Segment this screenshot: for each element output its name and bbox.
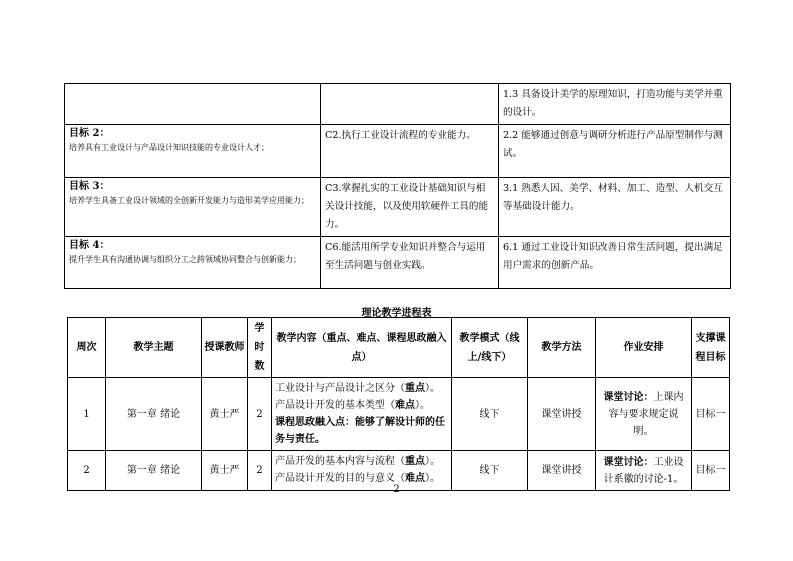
header-hours: 学时数: [248, 318, 272, 378]
page-number: 2: [393, 484, 400, 495]
week-cell: 2: [68, 451, 106, 491]
goal-title: 目标 4：: [69, 240, 110, 251]
hours-cell: 2: [248, 378, 272, 451]
goal-cell: 目标一: [692, 451, 730, 491]
competency-cell: C3.掌握扎实的工业设计基础知识与相关设计技能，以及使用软硬件工具的能力。: [321, 178, 499, 237]
header-content: 教学内容（重点、难点、课程思政融入点）: [272, 318, 452, 378]
indicator-cell: 3.1 熟悉人因、美学、材料、加工、造型、人机交互等基础设计能力。: [499, 178, 731, 237]
topic-cell: 第一章 绪论: [106, 451, 202, 491]
indicator-cell: 6.1 通过工业设计知识改善日常生活问题，提出满足用户需求的创新产品。: [499, 237, 731, 289]
content-line: 工业设计与产品设计之区分（重点）。: [275, 383, 440, 394]
hours-cell: 2: [248, 451, 272, 491]
indicator-cell: 1.3 具备设计美学的原理知识，打造功能与美学并重的设计。: [499, 84, 731, 125]
goal-desc: 培养具有工业设计与产品设计知识技能的专业设计人才；: [69, 143, 269, 152]
mode-cell: 线下: [452, 451, 528, 491]
schedule-table: [67, 317, 730, 491]
content-line: 产品开发的基本内容与流程（重点）。: [275, 456, 440, 467]
goals-row: [65, 125, 731, 178]
competency-cell: C6.能活用所学专业知识并整合与运用至生活问题与创业实践。: [321, 237, 499, 289]
goals-table: [64, 83, 731, 289]
header-teacher: 授课教师: [202, 318, 248, 378]
goal-title: 目标 3：: [69, 181, 110, 192]
indicator-cell: 2.2 能够通过创意与调研分析进行产品原型制作与测试。: [499, 125, 731, 178]
header-goal: 支撑课程目标: [692, 318, 730, 378]
teacher-cell: 黄士严: [202, 451, 248, 491]
content-cell: [272, 378, 452, 451]
goal-desc: 提升学生具有沟通协调与组织分工之跨领域协同整合与创新能力；: [69, 255, 301, 264]
goal-cell: [65, 125, 321, 178]
goal-desc: 培养学生具备工业设计领域的全创新开发能力与造形美学应用能力；: [69, 196, 309, 205]
schedule-title: 理论教学进程表: [361, 308, 432, 319]
week-cell: 1: [68, 378, 106, 451]
header-topic: 教学主题: [106, 318, 202, 378]
goal-cell: [65, 237, 321, 289]
table-row: [68, 378, 730, 451]
goals-row: [65, 178, 731, 237]
competency-cell: C2.执行工业设计流程的专业能力。: [321, 125, 499, 178]
header-week: 周次: [68, 318, 106, 378]
schedule-header-row: [68, 318, 730, 378]
goal-title: 目标 2：: [69, 128, 110, 139]
ideology-line: 课程思政融入点：能够了解设计师的任务与责任。: [275, 417, 445, 445]
method-cell: 课堂讲授: [528, 378, 596, 451]
homework-cell: 课堂讨论：工业设计系徽的讨论-1。: [596, 451, 692, 491]
goal-cell: 目标一: [692, 378, 730, 451]
method-cell: 课堂讲授: [528, 451, 596, 491]
goals-row: [65, 84, 731, 125]
homework-cell: 课堂讨论：上课内容与要求规定说明。: [596, 378, 692, 451]
teacher-cell: 黄士严: [202, 378, 248, 451]
goals-row: [65, 237, 731, 289]
header-mode: 教学模式（线上/线下）: [452, 318, 528, 378]
mode-cell: 线下: [452, 378, 528, 451]
header-method: 教学方法: [528, 318, 596, 378]
content-line: 产品设计开发的基本类型（难点）。: [275, 400, 430, 411]
header-homework: 作业安排: [596, 318, 692, 378]
topic-cell: 第一章 绪论: [106, 378, 202, 451]
goal-cell: [65, 178, 321, 237]
content-line: 产品设计开发的目的与意义（难点）。: [275, 473, 440, 484]
